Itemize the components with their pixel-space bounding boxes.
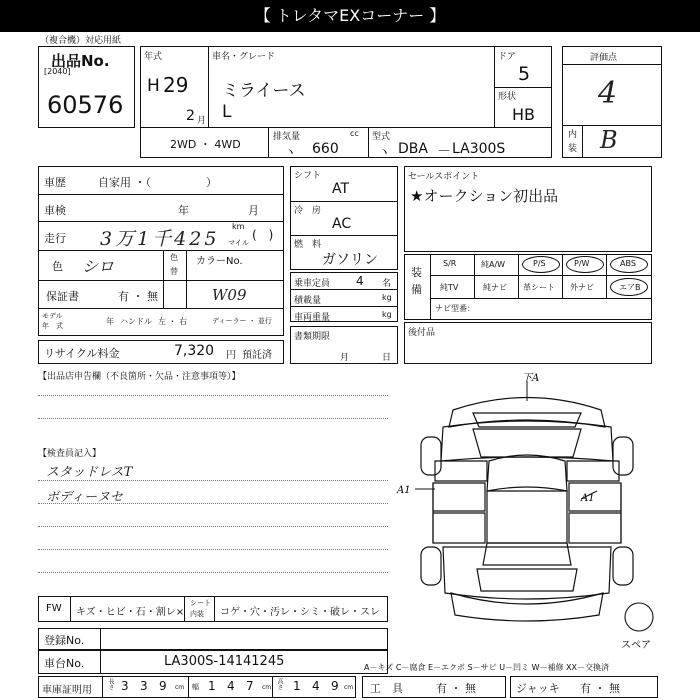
- equipment-label-1: 装: [411, 266, 422, 279]
- equipment-ps: P/S: [533, 259, 546, 268]
- equipment-aw: 純A/W: [481, 260, 506, 269]
- lot-box: [38, 46, 135, 128]
- equipment-sr: S/R: [443, 259, 457, 268]
- load-label: 積載量: [294, 296, 322, 306]
- score-label: 評価点: [590, 53, 618, 63]
- sales-point-label: セールスポイント: [408, 172, 480, 182]
- cert-width-1: 1: [208, 679, 216, 693]
- type-label: 型式: [372, 132, 391, 142]
- cert-height-label: 高さ: [276, 678, 283, 690]
- shape-label: 形状: [498, 92, 517, 102]
- equipment-ext-navi: 外ナビ: [570, 283, 594, 292]
- interior-score: B: [600, 126, 618, 154]
- mileage-value: 3万1千425: [100, 228, 220, 250]
- inspector-note-2: ボディーヌセ: [46, 490, 123, 505]
- recycle-value: 7,320: [174, 343, 215, 359]
- chassis-number: LA300S-14141245: [164, 654, 285, 669]
- aftermarket-box: [404, 322, 652, 364]
- cert-length-cm: cm: [175, 684, 185, 691]
- registration-box: [38, 628, 388, 650]
- cert-height-2: 4: [312, 679, 320, 693]
- equipment-navi: 純ナビ: [483, 283, 507, 292]
- interior-label-2: 装: [568, 144, 578, 154]
- displacement-unit: cc: [350, 129, 359, 138]
- seat-label-2: 内装: [190, 610, 204, 618]
- warranty-options: 有 ・ 無: [118, 290, 158, 303]
- color-label: 色: [52, 260, 63, 273]
- cert-width-2: 4: [227, 679, 235, 693]
- inspector-note-1: スタッドレスT: [46, 465, 133, 480]
- capacity-value: 4: [356, 274, 364, 288]
- model-year-unit: 年: [106, 317, 114, 326]
- cert-width-3: 7: [246, 679, 254, 693]
- score-value: 4: [598, 76, 618, 111]
- page-banner: 【 トレタマEXコーナー 】: [0, 0, 700, 32]
- type-code: LA300S: [452, 141, 506, 157]
- displacement-label: 排気量: [273, 132, 301, 142]
- recycle-note: 預託済: [242, 350, 272, 361]
- tools-options: 有 ・ 無: [436, 682, 476, 695]
- diagram-right-note: A1: [581, 493, 595, 504]
- diagram-left-note: A1: [397, 485, 411, 496]
- equipment-airbag: エアB: [619, 283, 641, 292]
- ac-value: AC: [332, 216, 352, 232]
- displacement-value: 660: [312, 141, 339, 157]
- inspection-label: 車検: [44, 204, 66, 217]
- history-label: 車歴: [44, 176, 66, 189]
- capacity-unit: 名: [382, 279, 392, 289]
- equipment-label-2: 備: [411, 283, 422, 296]
- recycle-label: リサイクル料金: [44, 347, 120, 360]
- interior-label-1: 内: [568, 130, 578, 140]
- cert-width-label: 幅: [192, 683, 199, 691]
- expiry-month-unit: 月: [340, 353, 350, 363]
- load-unit: kg: [382, 293, 392, 302]
- handle-label: ハンドル: [120, 317, 152, 326]
- registration-label: 登録No.: [44, 634, 85, 647]
- top-note: （複合機）対応用紙: [40, 36, 122, 46]
- equipment-abs: ABS: [620, 259, 636, 268]
- recycle-unit: 円: [226, 350, 236, 361]
- car-name: ミライース: [222, 81, 306, 101]
- history-options: 自家用 ・（ ）: [98, 176, 217, 189]
- color-code-label: カラーNo.: [196, 256, 243, 267]
- equipment-leather: 革シート: [523, 283, 555, 292]
- cert-length-2: 3: [140, 679, 148, 693]
- color-tone-label-2: 替: [170, 267, 178, 276]
- cert-length-3: 9: [159, 679, 167, 693]
- weight-unit: kg: [382, 310, 392, 319]
- weight-label: 車両重量: [294, 313, 331, 323]
- fuel-label: 燃 料: [294, 240, 322, 250]
- lot-stamp: [2040]: [44, 67, 71, 76]
- navi-model-label: ナビ型番：: [435, 304, 475, 313]
- drive-type: 2WD ・ 4WD: [170, 138, 241, 151]
- model-month-value: 2: [186, 108, 195, 124]
- spare-label: スペア: [621, 640, 651, 651]
- fuel-value: ガソリン: [322, 252, 378, 268]
- fw-label: FW: [46, 603, 62, 614]
- model-label-2: 年 式: [42, 322, 63, 330]
- seat-text: コゲ・穴・汚レ・シミ・破レ・スレ: [220, 607, 380, 618]
- color-value: シロ: [82, 257, 115, 276]
- chassis-label: 車台No.: [44, 657, 85, 670]
- expiry-label: 書類期限: [294, 332, 331, 342]
- model-label-1: モデル: [42, 312, 63, 320]
- expiry-day-unit: 日: [382, 353, 392, 363]
- dealer-options: ディーラー ・ 並行: [212, 317, 272, 325]
- color-code: W09: [212, 286, 247, 304]
- color-tone-label-1: 色: [170, 253, 178, 262]
- car-grade: L: [222, 102, 232, 122]
- model-year-value: 29: [163, 73, 189, 97]
- cert-height-1: 1: [293, 679, 301, 693]
- seller-notes-label: 【出品店申告欄（不良箇所・欠品・注意事項等）】: [38, 372, 241, 382]
- model-year-era: H: [147, 76, 160, 96]
- mileage-label: 走行: [44, 232, 66, 245]
- model-month-unit: 月: [197, 116, 207, 126]
- warranty-label: 保証書: [46, 290, 79, 303]
- diagram-front-note: 下A: [522, 373, 540, 384]
- fw-text: キズ・ヒビ・石・割レ×: [76, 607, 185, 618]
- type-prefix: DBA: [398, 141, 428, 157]
- details-box: [38, 166, 284, 336]
- car-name-label: 車名・グレード: [212, 52, 276, 62]
- damage-legend: A－キズ C－腐食 E－エクボ S－サビ U－凹ミ W－補修 XX－交換済: [364, 663, 610, 672]
- cert-length-label: 長さ: [107, 678, 114, 690]
- doors-value: 5: [518, 63, 531, 85]
- cert-height-3: 9: [331, 679, 339, 693]
- ac-label: 冷 房: [294, 206, 322, 216]
- inspection-year-unit: 年: [178, 204, 189, 217]
- equipment-tv: 純TV: [440, 283, 459, 292]
- inspector-label: 【検査員記入】: [38, 449, 102, 459]
- capacity-label: 乗車定員: [294, 279, 331, 289]
- inspection-month-unit: 月: [248, 204, 259, 217]
- model-year-label: 年式: [144, 52, 163, 62]
- doors-label: ドア: [498, 52, 516, 62]
- cert-length-1: 3: [121, 679, 129, 693]
- shift-value: AT: [332, 181, 350, 197]
- jack-options: 有 ・ 無: [580, 682, 620, 695]
- damage-diagram: [395, 365, 660, 651]
- tools-label: 工 具: [370, 682, 403, 695]
- seat-label-1: シート: [190, 599, 211, 607]
- mileage-unit-km: km: [232, 222, 245, 231]
- shift-label: シフト: [294, 171, 322, 181]
- body-shape: HB: [512, 105, 536, 124]
- cert-width-cm: cm: [262, 684, 272, 691]
- mileage-unit-mile: マイル: [228, 239, 249, 247]
- certificate-label: 車庫証明用: [42, 685, 92, 696]
- jack-label: ジャッキ: [516, 682, 560, 695]
- lot-label: 出品No.: [51, 52, 110, 70]
- lot-number: 60576: [47, 91, 124, 119]
- aftermarket-label: 後付品: [408, 328, 436, 338]
- sales-point-text: ★オークション初出品: [410, 187, 559, 205]
- handle-options: 左 ・ 右: [158, 317, 188, 326]
- cert-height-cm: cm: [344, 684, 354, 691]
- equipment-pw: P/W: [574, 259, 590, 268]
